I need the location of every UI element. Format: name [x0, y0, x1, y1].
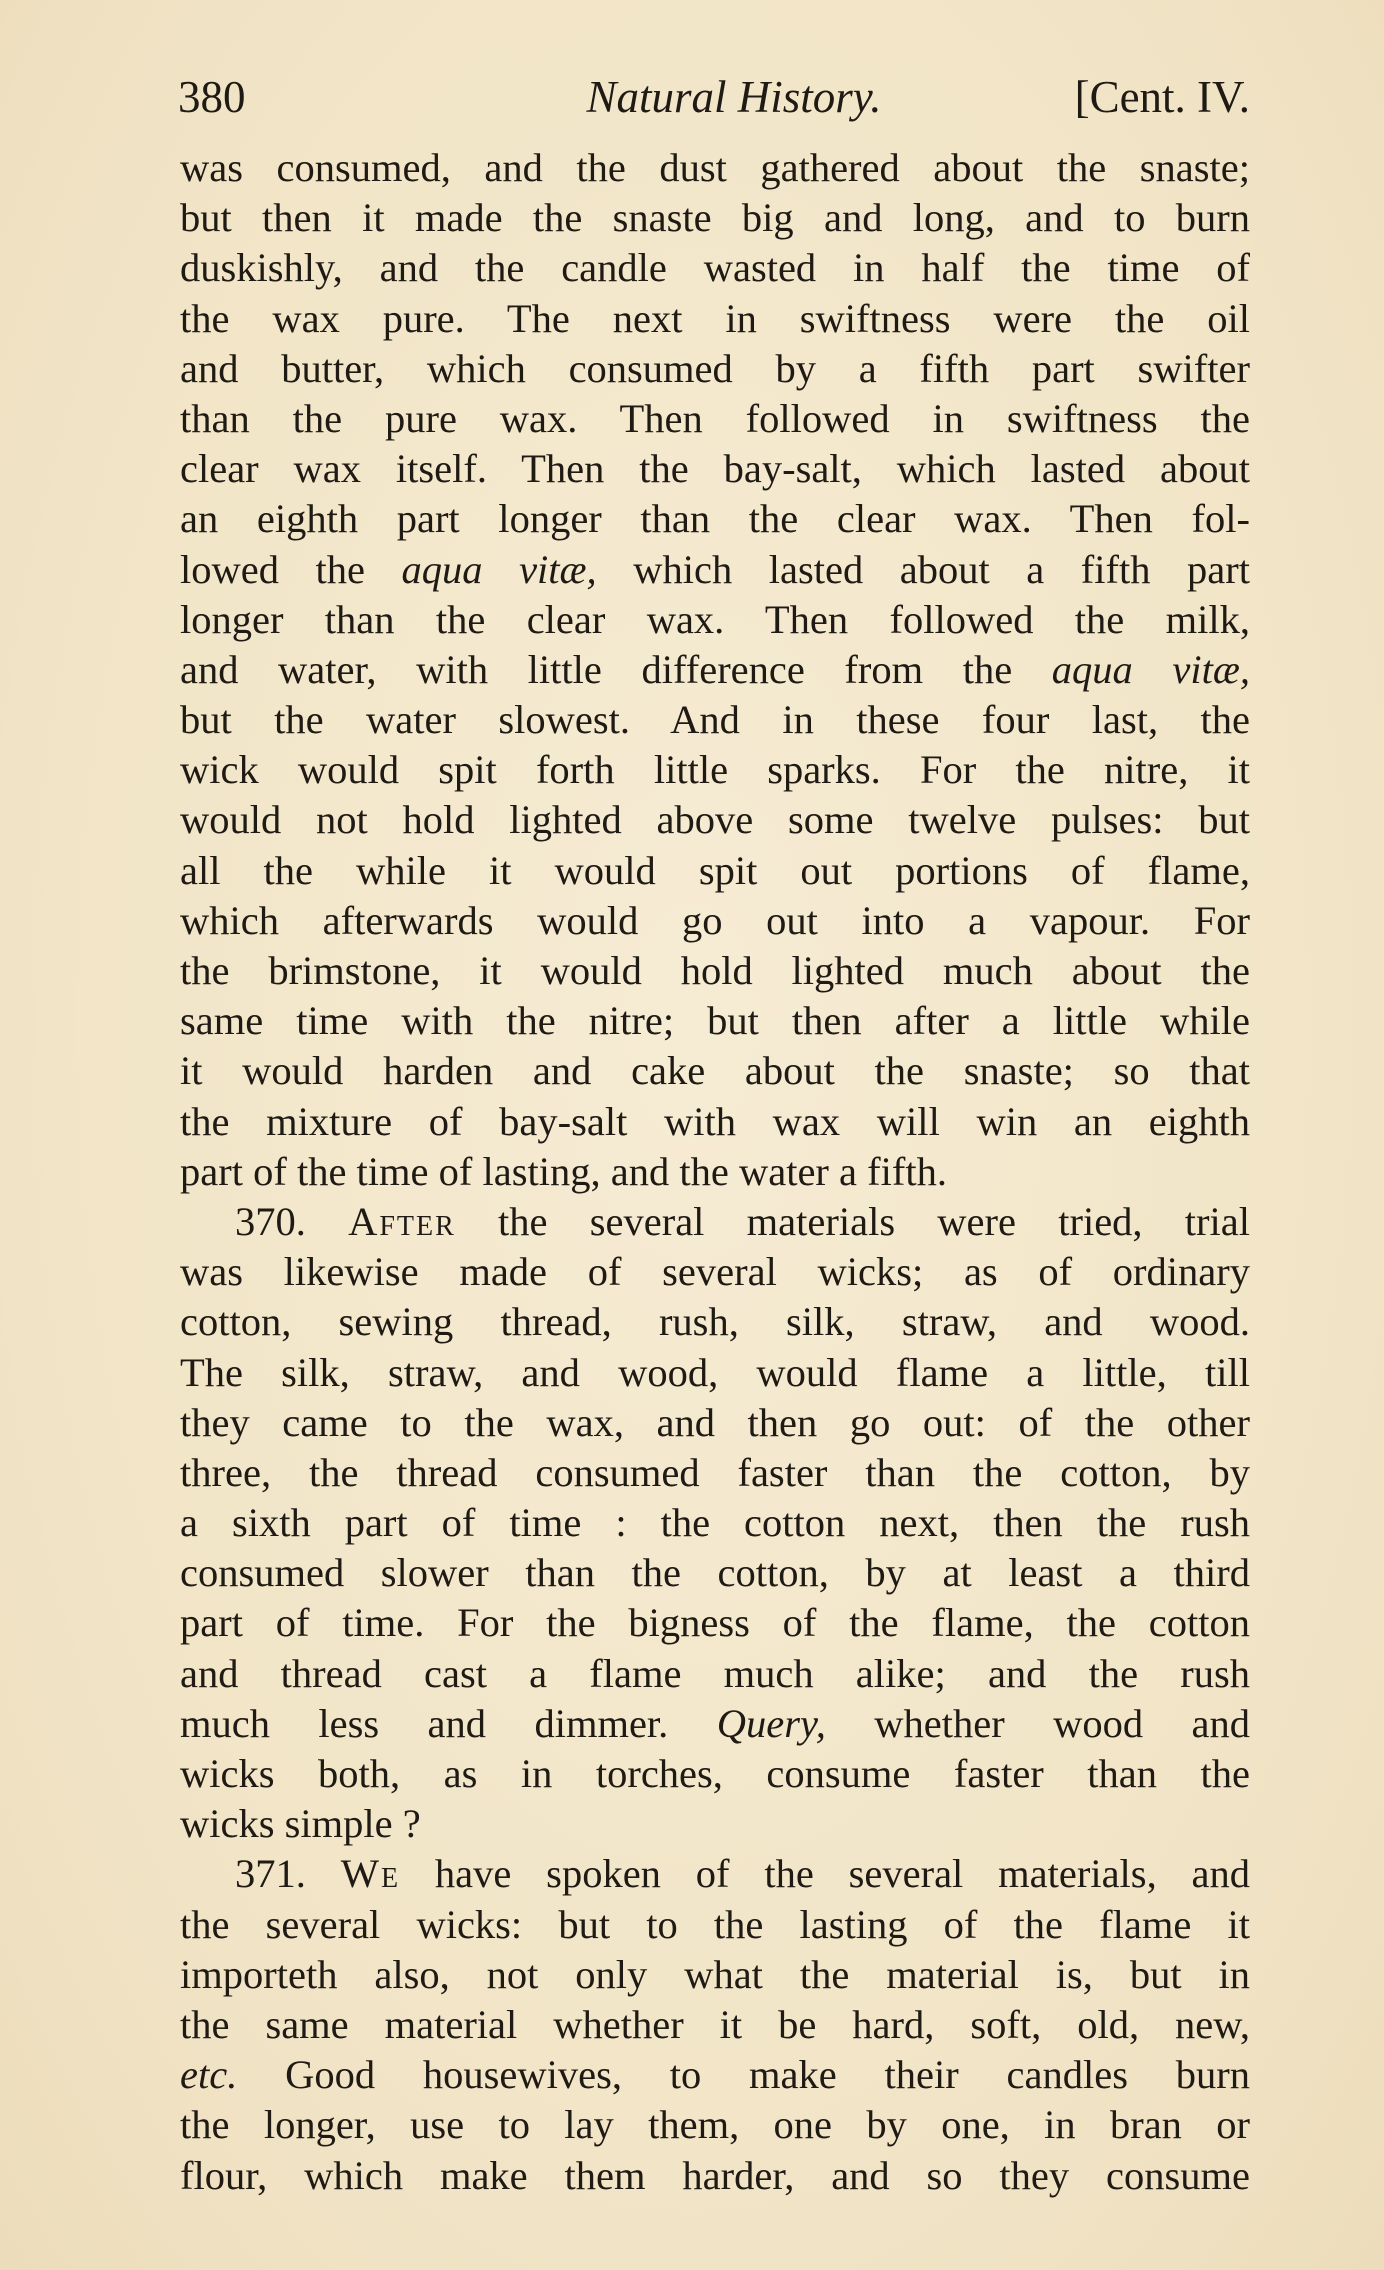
text-line: and thread cast a flame much alike; and the rush: [180, 1650, 1250, 1696]
text-line: much less and dimmer. Query, whether wood and: [180, 1700, 1250, 1746]
text-line: was likewise made of several wicks; as of ordinary: [180, 1249, 1250, 1295]
text-line: same time with the nitre; but then after a little while: [180, 998, 1250, 1044]
text-line: importeth also, not only what the material is, but in: [180, 1951, 1250, 1997]
text-line: three, the thread consumed faster than the cotton, by: [180, 1449, 1250, 1495]
text-line: but the water slowest. And in these four last, the: [180, 697, 1250, 743]
text-line: the wax pure. The next in swiftness were the oil: [180, 295, 1250, 341]
text-line: it would harden and cake about the snaste; so that: [180, 1048, 1250, 1094]
text-line: and water, with little difference from the aqua vitæ,: [180, 646, 1250, 692]
text-line: the mixture of bay-salt with wax will win an eighth: [180, 1098, 1250, 1144]
century-reference: [Cent. IV.: [1074, 72, 1250, 122]
text-line: the longer, use to lay them, one by one, in bran or: [180, 2102, 1250, 2148]
text-line: cotton, sewing thread, rush, silk, straw, and wood.: [180, 1299, 1250, 1345]
text-line: The silk, straw, and wood, would flame a little, till: [180, 1349, 1250, 1395]
text-line: part of the time of lasting, and the water a fifth.: [180, 1148, 947, 1194]
text-line: than the pure wax. Then followed in swiftness the: [180, 395, 1250, 441]
text-line: all the while it would spit out portions of flame,: [180, 847, 1250, 893]
text-line: lowed the aqua vitæ, which lasted about a fifth part: [180, 546, 1250, 592]
text-line: wicks both, as in torches, consume faster than the: [180, 1751, 1250, 1796]
text-line: part of time. For the bigness of the flame, the cotton: [180, 1600, 1250, 1646]
paragraph-370-start: 370. After the several materials were tried, trial: [235, 1198, 1251, 1244]
text-line: flour, which make them harder, and so they consume: [180, 2152, 1250, 2198]
page-number: 380: [178, 72, 246, 122]
text-line: the several wicks: but to the lasting of the flame it: [180, 1901, 1250, 1947]
text-line: an eighth part longer than the clear wax. Then fol-: [180, 496, 1250, 542]
text-line: would not hold lighted above some twelve pulses: but: [180, 797, 1250, 843]
text-line: clear wax itself. Then the bay-salt, which lasted about: [180, 446, 1250, 492]
text-line: the same material whether it be hard, soft, old, new,: [180, 2001, 1250, 2047]
text-line: wick would spit forth little sparks. For the nitre, it: [180, 747, 1250, 793]
text-line: longer than the clear wax. Then followed the milk,: [180, 596, 1250, 642]
text-line: was consumed, and the dust gathered about the snaste;: [180, 145, 1250, 190]
text-line: they came to the wax, and then go out: of the other: [180, 1399, 1250, 1445]
text-line: but then it made the snaste big and long, and to burn: [180, 195, 1250, 241]
text-line: wicks simple ?: [180, 1801, 421, 1847]
text-line: etc. Good housewives, to make their candles burn: [180, 2052, 1250, 2098]
running-header: [178, 68, 1250, 126]
text-line: the brimstone, it would hold lighted much about the: [180, 948, 1250, 993]
text-line: a sixth part of time : the cotton next, then the rush: [180, 1500, 1250, 1546]
running-title: Natural History.: [586, 72, 882, 122]
text-line: and butter, which consumed by a fifth part swifter: [180, 345, 1250, 391]
body-text: [180, 143, 1250, 2201]
text-line: which afterwards would go out into a vapour. For: [180, 897, 1250, 943]
paragraph-371-start: 371. We have spoken of the several materials, and: [235, 1851, 1251, 1897]
text-line: duskishly, and the candle wasted in half the time of: [180, 245, 1250, 291]
text-line: consumed slower than the cotton, by at least a third: [180, 1550, 1250, 1596]
